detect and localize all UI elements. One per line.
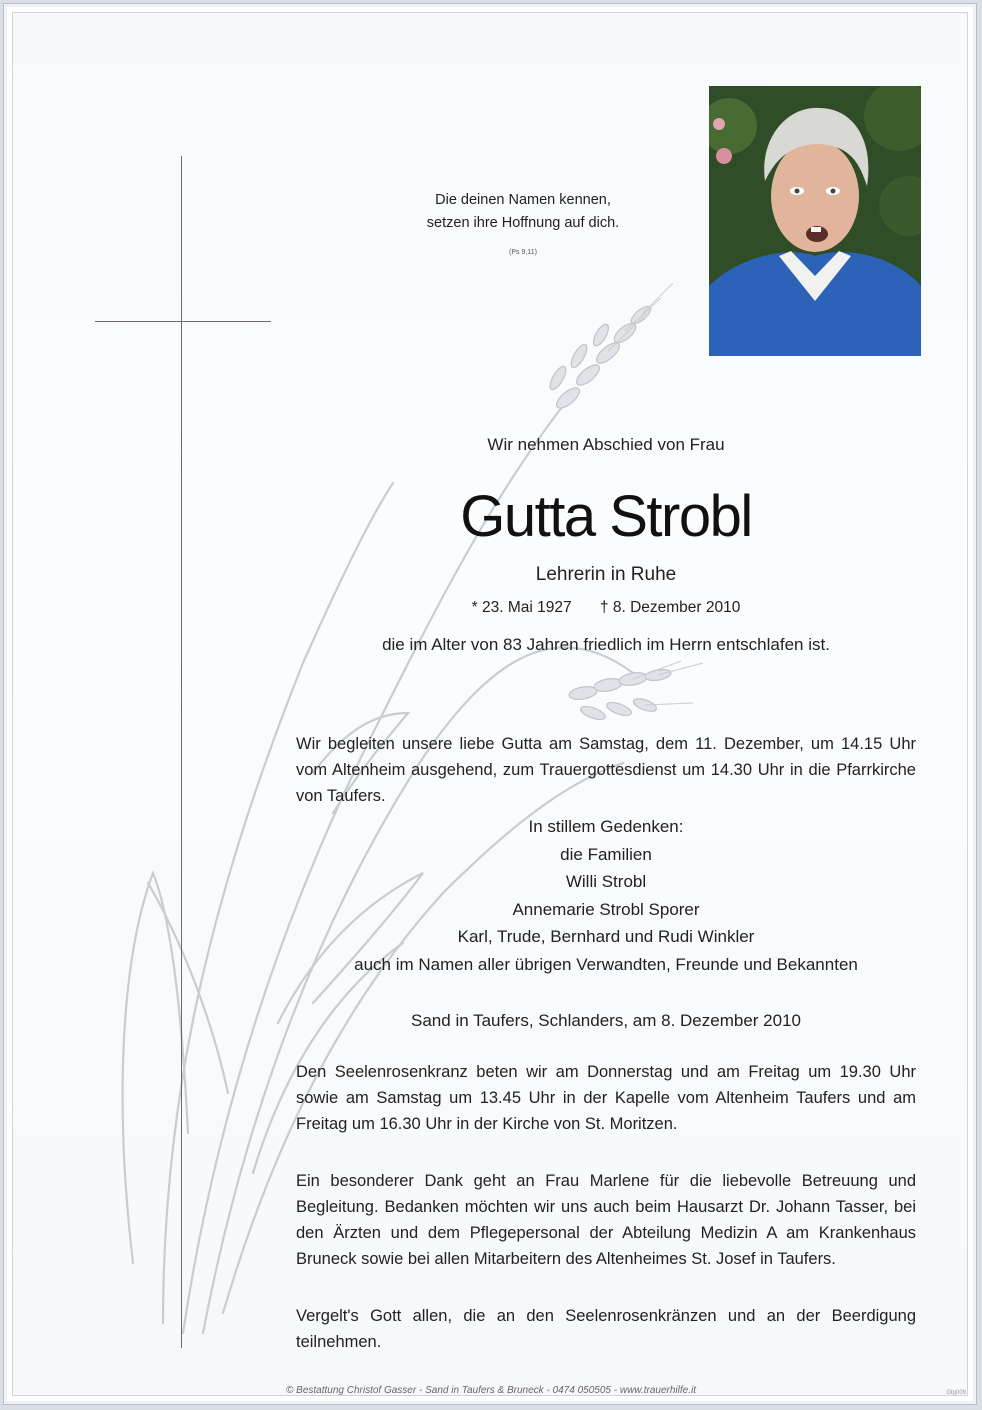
cross-horizontal-bar bbox=[95, 321, 271, 322]
mourner-line: auch im Namen aller übrigen Verwandten, Freunde und Bekannten bbox=[354, 954, 858, 974]
mourners-block bbox=[296, 813, 916, 978]
bible-verse bbox=[383, 189, 663, 235]
death-date: † 8. Dezember 2010 bbox=[599, 599, 741, 616]
closing-line: Vergelt's Gott allen, die an den Seelenrosenkränzen und an der Beerdigung teilnehmen. bbox=[296, 1307, 916, 1351]
mourner-line: die Familien bbox=[560, 844, 652, 864]
portrait-photo bbox=[709, 86, 921, 356]
cross-vertical-bar bbox=[181, 156, 182, 1348]
verse-line-2: setzen ihre Hoffnung auf dich. bbox=[426, 215, 620, 231]
rosary-paragraph: Den Seelenrosenkranz beten wir am Donnerstag und am Freitag um 19.30 Uhr sowie am Samstag um 13.45 Uhr in der Kapelle vom Altenheim Taufers und am Freitag um 16.30 Uhr in der Kirche von St. Moritzen. bbox=[296, 1063, 916, 1133]
print-code: Gtg009 bbox=[946, 1390, 966, 1396]
mourner-line: Annemarie Strobl Sporer bbox=[512, 899, 700, 919]
mourner-line: Willi Strobl bbox=[565, 872, 647, 891]
deceased-profession: Lehrerin in Ruhe bbox=[535, 564, 677, 585]
intro-line: Wir nehmen Abschied von Frau bbox=[487, 435, 725, 454]
funeral-paragraph: Wir begleiten unsere liebe Gutta am Samstag, dem 11. Dezember, um 14.15 Uhr vom Altenheim ausgehend, zum Trauergottesdienst um 14.30 Uhr in die Pfarrkirche von Taufers. bbox=[296, 735, 916, 805]
birth-date: * 23. Mai 1927 bbox=[471, 599, 572, 616]
obituary-page bbox=[3, 3, 977, 1405]
verse-line-1: Die deinen Namen kennen, bbox=[435, 192, 611, 208]
mourner-line: Karl, Trude, Bernhard und Rudi Winkler bbox=[457, 927, 755, 946]
thanks-paragraph: Ein besonderer Dank geht an Frau Marlene für die liebevolle Betreuung und Begleitung. Bedanken möchten wir uns auch beim Hausarzt Dr. Johann Tasser, bei den Ärzten und dem Pflegepersonal der Abteilung Medizin A am Krankenhaus Bruneck sowie bei allen Mitarbeitern des Altenheimes St. Josef in Taufers. bbox=[296, 1172, 916, 1268]
page-frame bbox=[12, 12, 968, 1396]
place-date: Sand in Taufers, Schlanders, am 8. Dezember 2010 bbox=[411, 1011, 801, 1030]
passing-line: die im Alter von 83 Jahren friedlich im Herrn entschlafen ist. bbox=[382, 635, 830, 654]
verse-reference: (Ps 9,11) bbox=[509, 249, 537, 256]
footer-credit: © Bestattung Christof Gasser - Sand in Taufers & Bruneck - 0474 050505 - www.trauerhilfe.it bbox=[286, 1385, 696, 1396]
deceased-name: Gutta Strobl bbox=[460, 484, 752, 549]
mourners-heading: In stillem Gedenken: bbox=[528, 817, 684, 836]
life-dates bbox=[296, 599, 916, 617]
